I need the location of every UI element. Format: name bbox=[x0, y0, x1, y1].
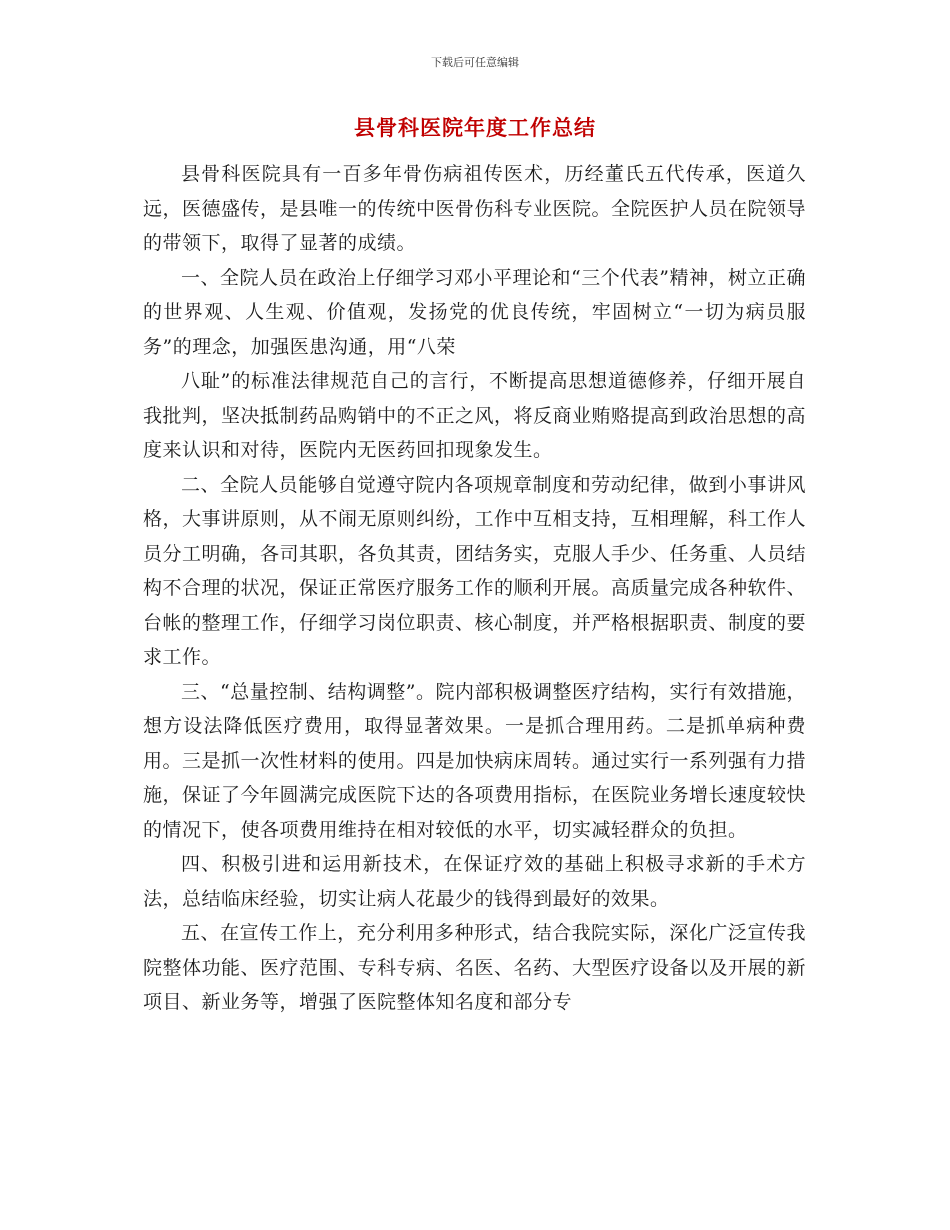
document-body bbox=[143, 157, 806, 1020]
paragraph-section-2: 二、全院人员能够自觉遵守院内各项规章制度和劳动纪律，做到小事讲风格，大事讲原则，从不闹无原则纠纷，工作中互相支持，互相理解，科工作人员分工明确，各司其职，各负其责，团结务实，克服人手少、任务重、人员结构不合理的状况，保证正常医疗服务工作的顺利开展。高质量完成各种软件、台帐的整理工作，仔细学习岗位职责、核心制度，并严格根据职责、制度的要求工作。 bbox=[143, 473, 807, 668]
paragraph-section-5: 五、在宣传工作上，充分利用多种形式，结合我院实际，深化广泛宣传我院整体功能、医疗范围、专科专病、名医、名药、大型医疗设备以及开展的新项目、新业务等，增强了医院整体知名度和部分专 bbox=[143, 922, 807, 1013]
paragraph-section-3: 三、“总量控制、结构调整”。院内部积极调整医疗结构，实行有效措施，想方设法降低医疗费用，取得显著效果。一是抓合理用药。二是抓单病种费用。三是抓一次性材料的使用。四是加快病床周转。通过实行一系列强有力措施，保证了今年圆满完成医院下达的各项费用指标，在医院业务增长速度较快的情况下，使各项费用维持在相对较低的水平，切实减轻群众的负担。 bbox=[143, 680, 807, 841]
header-note: 下载后可任意编辑 bbox=[431, 56, 519, 69]
document-title: 县骨科医院年度工作总结 bbox=[354, 116, 596, 140]
paragraph-section-1-continued: 八耻”的标准法律规范自己的言行，不断提高思想道德修养，仔细开展自我批判，坚决抵制药品购销中的不正之风，将反商业贿赂提高到政治思想的高度来认识和对待，医院内无医药回扣现象发生。 bbox=[143, 370, 807, 461]
paragraph-section-4: 四、积极引进和运用新技术，在保证疗效的基础上积极寻求新的手术方法，总结临床经验，切实让病人花最少的钱得到最好的效果。 bbox=[143, 853, 806, 910]
paragraph-section-1: 一、全院人员在政治上仔细学习邓小平理论和“三个代表”精神，树立正确的世界观、人生观、价值观，发扬党的优良传统，牢固树立“一切为病员服务”的理念，加强医患沟通，用“八荣 bbox=[143, 266, 806, 358]
paragraph-intro: 县骨科医院具有一百多年骨伤病祖传医术，历经董氏五代传承，医道久远，医德盛传，是县唯一的传统中医骨伤科专业医院。全院医护人员在院领导的带领下，取得了显著的成绩。 bbox=[143, 163, 807, 254]
